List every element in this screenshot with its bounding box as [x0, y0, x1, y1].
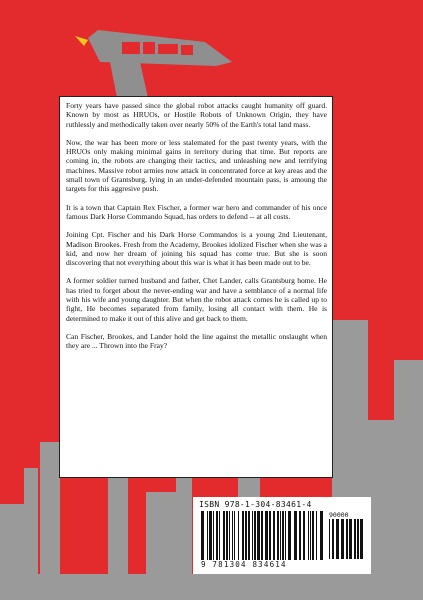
barcode-bar [242, 511, 244, 560]
barcode-bar [336, 519, 339, 559]
barcode-bar [308, 511, 309, 560]
building-5 [146, 492, 178, 600]
barcode-bar [299, 511, 301, 560]
blurb-paragraph: Forty years have passed since the global robot attacks caught humanity off guard. Known by most as HRUOs, or Hostile Robots of Unknown Origin, they have ruthlessly and methodically taken over nearly 50% of the Earth's total land mass. [66, 101, 327, 129]
barcode-bar [265, 511, 268, 560]
barcode-bar [223, 511, 225, 560]
barcode-bar [216, 511, 218, 560]
building-6 [176, 476, 192, 600]
barcode-bar [277, 511, 279, 560]
building-9 [368, 420, 394, 600]
barcode-bar [285, 511, 286, 560]
barcode-bar [349, 519, 352, 559]
barcode-bar [303, 511, 305, 560]
barcode-addon-bars [329, 519, 363, 559]
price-code: 90000 [329, 511, 349, 519]
blurb-paragraph: It is a town that Captain Rex Fischer, a former war hero and commander of his once famous Dark Horse Commando Squad, has orders to defend -- at all costs. [66, 202, 327, 221]
barcode-bar [209, 511, 212, 560]
barcode-bar [329, 519, 330, 559]
building-4 [108, 476, 128, 600]
barcode-bar [332, 519, 334, 559]
spaceship-antenna [122, 62, 130, 98]
blurb-paragraph: Can Fischer, Brookes, and Lander hold the line against the metallic onslaught when they are ... Thrown into the Fray? [66, 331, 327, 351]
barcode-bar [269, 511, 271, 560]
barcode-bar [219, 511, 220, 560]
barcode-bar [245, 511, 247, 560]
barcode-bar [280, 511, 281, 560]
barcode-bar [282, 511, 284, 560]
barcode-bar [294, 511, 297, 560]
barcode-digits: 9 781304 834614 [201, 560, 287, 569]
barcode-bar [360, 519, 363, 559]
barcode-bar [257, 511, 260, 560]
barcode-bar [248, 511, 250, 560]
barcode-bar [341, 519, 344, 559]
barcode-bar [213, 511, 214, 560]
building-10 [394, 360, 423, 600]
barcode-bar [254, 511, 256, 560]
barcode-bar [226, 511, 228, 560]
blurb-box [59, 96, 333, 478]
barcode-bar [201, 511, 204, 560]
barcode-bar [354, 519, 356, 559]
blurb-paragraph: Joining Cpt. Fischer and his Dark Horse Commandos is a young 2nd Lieutenant, Madison Brookes. Fresh from the Academy, Brookes idolized Fischer when she was a kid, and now her dream of joining his squad has come true. But she is soon discovering that not everything about this war is what it has been made out to be. [66, 230, 327, 268]
barcode-bar [252, 511, 253, 560]
barcode-bar [261, 511, 263, 560]
barcode-bar [316, 511, 317, 560]
barcode-bar [273, 511, 275, 560]
barcode-bar [288, 511, 291, 560]
blurb-paragraph: A former soldier turned husband and father, Chet Lander, calls Grantsburg home. He has tried to forget about the never-ending war and have a semblance of a normal life with his wife and young daughter. But when the robot attack comes he is called up to fight, He becomes separated from family, losing all contact with them. He is determined to make it out of this alive and get back to them. [66, 276, 327, 323]
spaceship-window [122, 42, 140, 54]
barcode-bar [346, 519, 348, 559]
spaceship-window [181, 45, 193, 55]
barcode-bar [238, 511, 239, 560]
barcode-bars [201, 511, 325, 560]
barcode-bar [207, 511, 208, 560]
barcode-bar [357, 519, 359, 559]
spaceship-window [143, 42, 155, 54]
building-3 [24, 468, 38, 600]
barcode-bar [232, 511, 233, 560]
isbn-label: ISBN 978-1-304-83461-4 [199, 500, 312, 509]
barcode-bar [234, 511, 235, 560]
barcode-bar [310, 511, 311, 560]
barcode-bar [320, 511, 323, 560]
building-2 [40, 442, 60, 600]
barcode-bar [312, 511, 314, 560]
isbn-barcode [193, 497, 371, 574]
blurb-paragraph: Now, the war has been more or less stalemated for the past twenty years, with the HRUOs only making minimal gains in territory during that time. But reports are coming in, the robots are changing their tactics, and unleashing new and terrifying machines. Massive robot armies now attack in concentrated force at key areas and the small town of Grantsburg, lying in an under-defended mountain pass, is amoung the targets for this aggresive push. [66, 137, 327, 194]
spaceship-window [158, 44, 178, 54]
barcode-bar [229, 511, 230, 560]
